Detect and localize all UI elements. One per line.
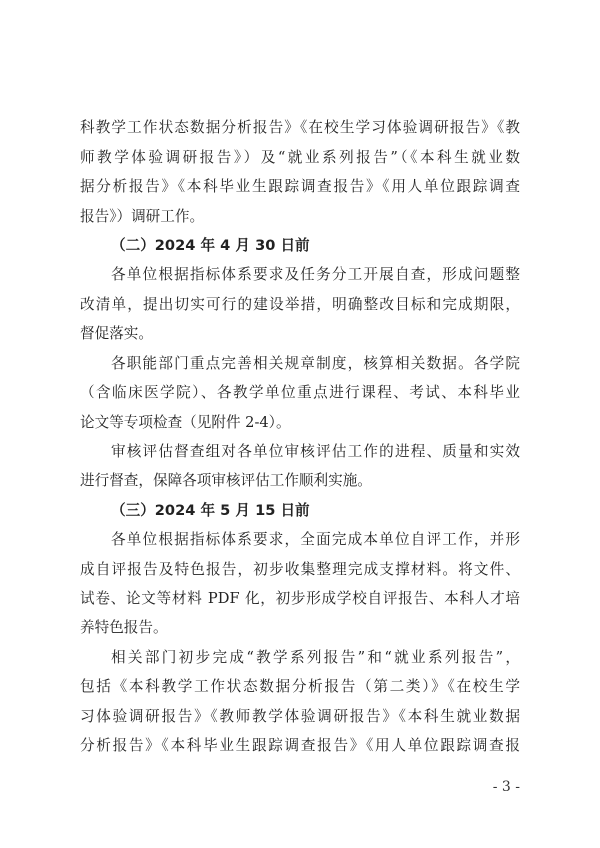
body-text-line: 论文等专项检查（见附件 2-4）。 — [80, 414, 291, 431]
body-text-line: 试卷、论文等材料 PDF 化，初步形成学校自评报告、本科人才培 — [80, 590, 520, 607]
body-text-line: 改清单，提出切实可行的建设举措，明确整改目标和完成期限， — [80, 296, 520, 313]
body-text-line: 相关部门初步完成“教学系列报告”和“就业系列报告”， — [111, 649, 520, 666]
body-text-line: 报告》）调研工作。 — [80, 208, 205, 225]
body-text-line: （含临床医学院）、各教学单位重点进行课程、考试、本科毕业 — [80, 384, 520, 401]
body-text-line: 科教学工作状态数据分析报告》《在校生学习体验调研报告》《教 — [80, 119, 520, 136]
body-text-line: 养特色报告。 — [80, 619, 168, 636]
body-text-line: 审核评估督查组对各单位审核评估工作的进程、质量和实效 — [111, 443, 520, 460]
body-text-line: 成自评报告及特色报告，初步收集整理完成支撑材料。将文件、 — [80, 561, 520, 578]
body-text-line: 分析报告》《本科毕业生跟踪调查报告》《用人单位跟踪调查报 — [80, 737, 520, 754]
body-text-line: 师教学体验调研报告》）及“就业系列报告”（《本科生就业数 — [80, 149, 520, 166]
body-text-line: 各单位根据指标体系要求，全面完成本单位自评工作，并形 — [111, 531, 520, 548]
section-heading: （三）2024 年 5 月 15 日前 — [111, 502, 310, 519]
body-text-line: 各单位根据指标体系要求及任务分工开展自查，形成问题整 — [111, 266, 520, 283]
page-number: - 3 - — [492, 779, 520, 795]
body-text-line: 进行督查，保障各项审核评估工作顺利实施。 — [80, 472, 372, 489]
section-heading: （二）2024 年 4 月 30 日前 — [111, 237, 310, 254]
body-text-line: 习体验调研报告》《教师教学体验调研报告》《本科生就业数据 — [80, 708, 520, 725]
body-text-line: 各职能部门重点完善相关规章制度，核算相关数据。各学院 — [111, 355, 520, 372]
body-text-line: 包括《本科教学工作状态数据分析报告（第二类）》《在校生学 — [80, 678, 520, 695]
body-text-line: 据分析报告》《本科毕业生跟踪调查报告》《用人单位跟踪调查 — [80, 178, 520, 195]
body-text-line: 督促落实。 — [80, 325, 153, 342]
